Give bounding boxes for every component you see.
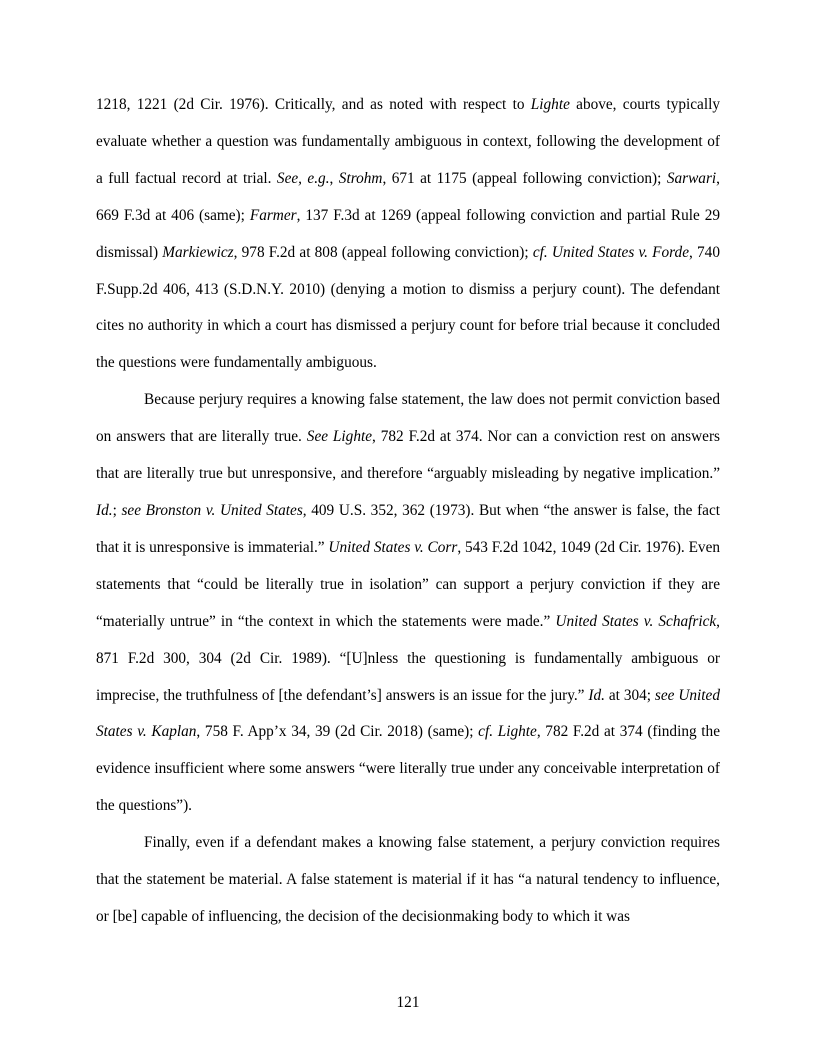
text-run: above, courts typically evaluate whether a question was fundamentally ambiguous in context, following the development of a full factual record at trial. — [96, 96, 720, 187]
text-run: , 871 F.2d 300, 304 (2d Cir. 1989). “[U]nless the questioning is fundamentally ambiguous or imprecise, the truthfulness of [the defendant’s] answers is an issue for the jury.” — [96, 612, 720, 704]
text-run: , 137 F.3d at 1269 (appeal following conviction and partial Rule 29 dismissal) — [96, 206, 720, 261]
text-run: , 782 F.2d at 374. Nor can a conviction rest on answers that are literally true but unresponsive, and therefore “arguably misleading by negative implication.” — [96, 428, 720, 483]
citation-italic: United States v. Schafrick — [555, 612, 717, 630]
text-run: , — [329, 169, 339, 187]
text-run: , 758 F. App’x 34, 39 (2d Cir. 2018) (same); — [196, 723, 479, 741]
citation-italic: See Lighte — [306, 428, 373, 446]
citation-italic: see Bronston v. United States — [121, 501, 303, 519]
citation-italic: United States v. Corr — [328, 538, 458, 556]
citation-italic: cf. United States v. Forde — [532, 243, 689, 261]
text-run: 1218, 1221 (2d Cir. 1976). Critically, and as noted with respect to — [96, 96, 531, 113]
paragraph-1 — [96, 87, 720, 382]
citation-italic: See, e.g. — [276, 169, 330, 187]
citation-italic: Strohm — [338, 169, 383, 187]
text-run: ; — [112, 501, 122, 519]
page-number: 121 — [396, 994, 420, 1011]
text-run: , 740 F.Supp.2d 406, 413 (S.D.N.Y. 2010) (denying a motion to dismiss a perjury count). The defendant cites no authority in which a court has dismissed a perjury count for before trial because it concluded the questions were fundamentally ambiguous. — [96, 243, 720, 372]
citation-italic: Markiewicz — [162, 243, 234, 261]
text-run: , 671 at 1175 (appeal following conviction); — [382, 169, 667, 187]
text-run: , 543 F.2d 1042, 1049 (2d Cir. 1976). Even statements that “could be literally true in isolation” can support a perjury conviction if they are “materially untrue” in “the context in which the statements were made.” — [96, 538, 721, 630]
document-body — [96, 87, 720, 936]
citation-italic: Lighte — [530, 96, 570, 113]
text-run: , 409 U.S. 352, 362 (1973). But when “the answer is false, the fact that it is unresponsive is immaterial.” — [96, 501, 721, 556]
text-run: , 669 F.3d at 406 (same); — [96, 169, 720, 224]
citation-italic: Id. — [588, 686, 605, 704]
text-run: Because perjury requires a knowing false statement, the law does not permit conviction based on answers that are literally true. — [96, 391, 720, 446]
citation-italic: Id. — [96, 501, 113, 519]
text-run: , 782 F.2d at 374 (finding the evidence insufficient where some answers “were literally true under any conceivable interpretation of the questions”). — [96, 723, 720, 815]
text-run: Finally, even if a defendant makes a knowing false statement, a perjury conviction requires that the statement be material. A false statement is material if it has “a natural tendency to influence, or [be] capable of influencing, the decision of the decisionmaking body to which it was — [96, 834, 720, 925]
text-run: at 304; — [604, 686, 655, 704]
paragraph-2 — [96, 382, 720, 825]
text-run: , 978 F.2d at 808 (appeal following conviction); — [233, 243, 533, 261]
citation-italic: Farmer — [249, 206, 297, 224]
citation-italic: Sarwari — [666, 169, 717, 187]
citation-italic: see United States v. Kaplan — [96, 686, 720, 741]
paragraph-3 — [96, 825, 720, 936]
citation-italic: cf. Lighte — [478, 723, 537, 741]
